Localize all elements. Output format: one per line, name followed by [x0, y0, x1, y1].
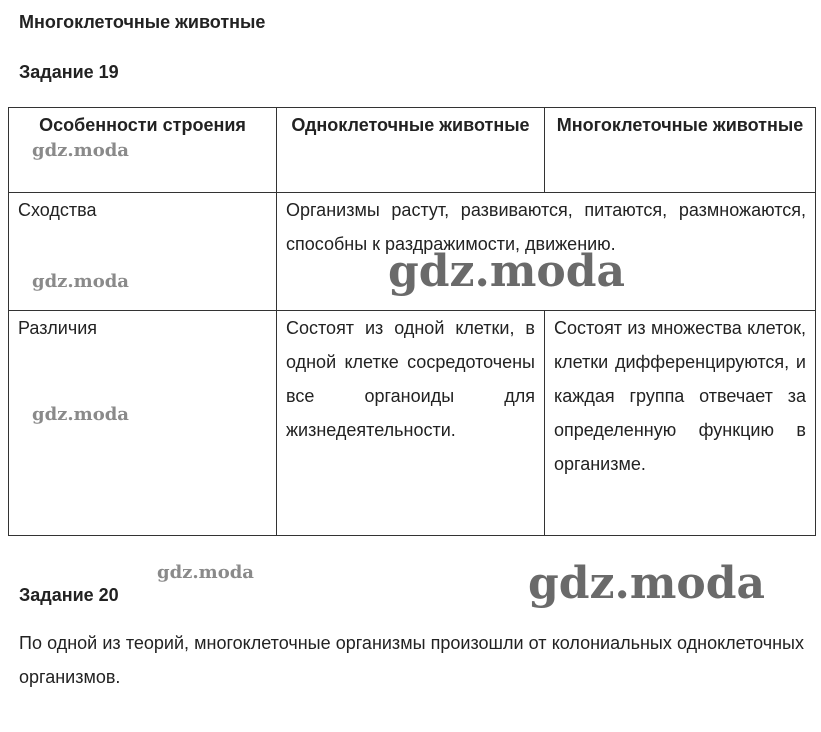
table-header-row	[9, 108, 816, 193]
watermark: gdz.moda	[32, 140, 129, 161]
header-features: Особенности строения	[9, 108, 277, 193]
watermark: gdz.moda	[32, 404, 129, 425]
row-label-differences: Различия	[9, 311, 277, 536]
similarities-cell: Организмы растут, развиваются, питаются, размножаются, способны к раздражимости, движению.	[277, 193, 816, 311]
page-title: Многоклеточные животные	[19, 12, 266, 32]
comparison-table	[8, 107, 816, 536]
differences-multicellular-cell: Состоят из множества клеток, клетки дифференцируются, и каждая группа отвечает за определенную функцию в организме.	[545, 311, 816, 536]
watermark: gdz.moda	[32, 271, 129, 292]
row-label-similarities: Сходства	[9, 193, 277, 311]
task-20-heading: Задание 20	[19, 585, 119, 605]
differences-unicellular-cell: Состоят из одной клетки, в одной клетке сосредоточены все органоиды для жизнедеятельности.	[277, 311, 545, 536]
watermark: gdz.moda	[388, 246, 626, 297]
header-multicellular: Многоклеточные животные	[545, 108, 816, 193]
table-row	[9, 311, 816, 536]
answer-paragraph: По одной из теорий, многоклеточные организмы произошли от колониальных одноклеточных организмов.	[19, 633, 804, 687]
task-19-heading: Задание 19	[19, 62, 119, 82]
watermark: gdz.moda	[157, 562, 254, 583]
header-unicellular: Одноклеточные животные	[277, 108, 545, 193]
watermark: gdz.moda	[528, 558, 766, 609]
